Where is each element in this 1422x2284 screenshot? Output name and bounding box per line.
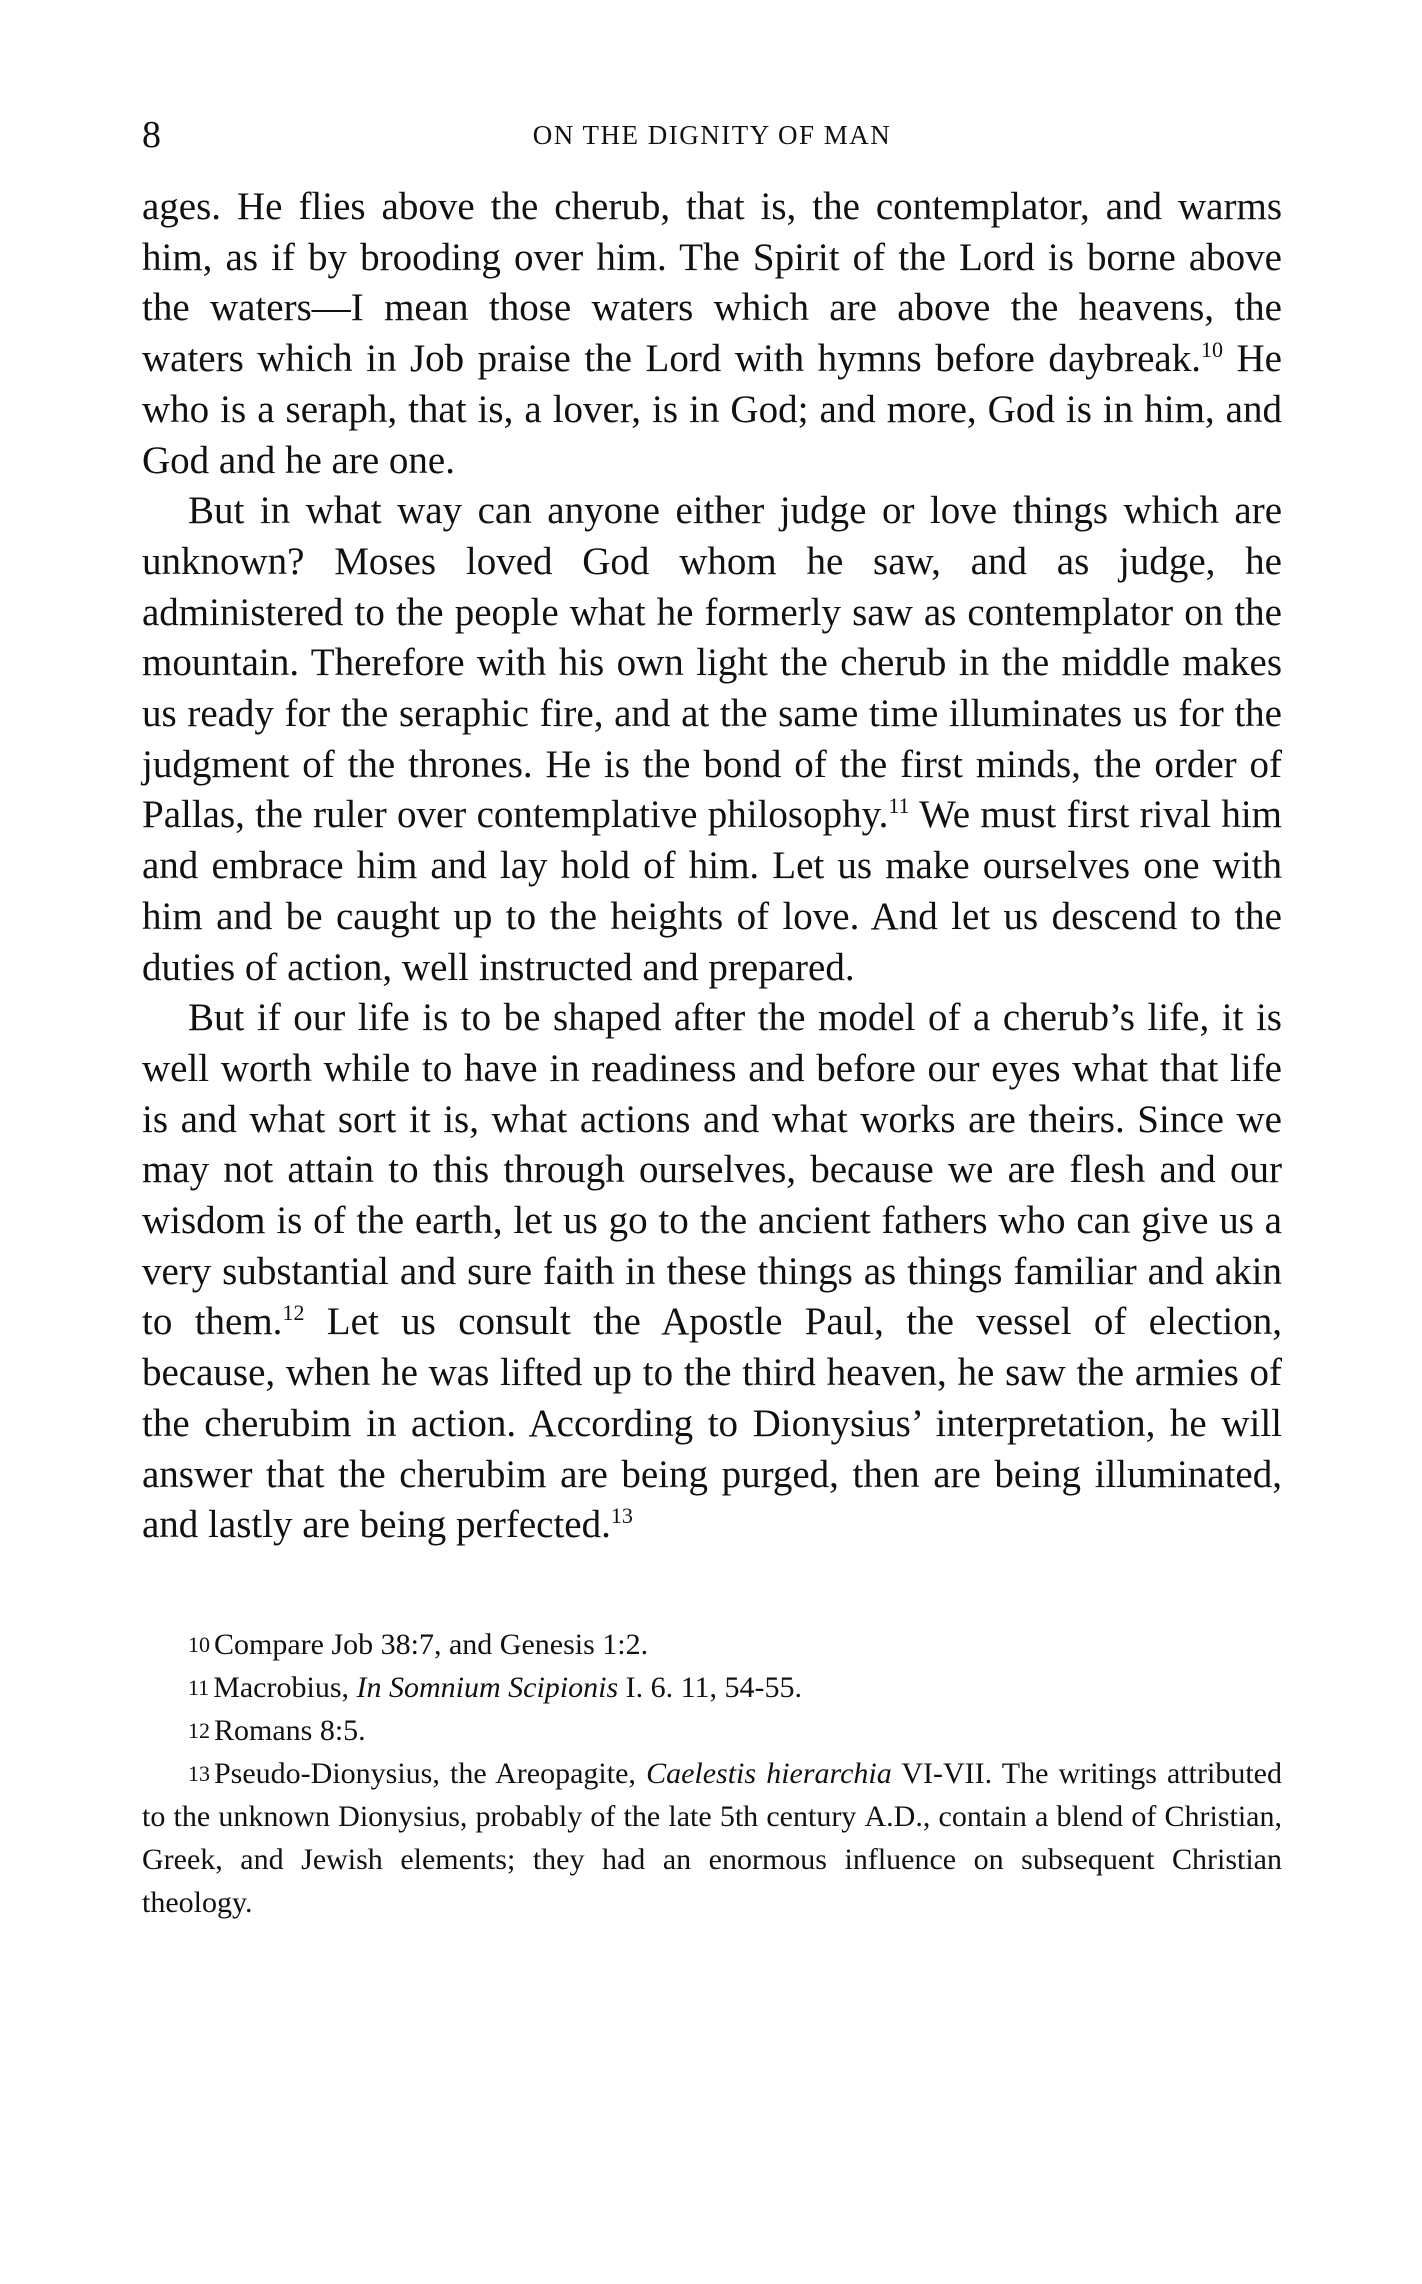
paragraph-1 <box>142 182 1282 486</box>
body-text <box>142 182 1282 1551</box>
footnote-10-text: Compare Job 38:7, and Genesis 1:2. <box>214 1627 649 1661</box>
page-number: 8 <box>142 114 161 156</box>
footnote-12 <box>142 1709 1282 1752</box>
paragraph-1-text-b: He who is a seraph, that is, a lover, is in God; and more, God is in him, and God and he are one. <box>142 337 1282 482</box>
footnotes <box>142 1623 1282 1924</box>
paragraph-3 <box>142 993 1282 1551</box>
paragraph-2-text-a: But in what way can anyone either judge or love things which are unknown? Moses loved God whom he saw, and as judge, he administered to the people what he formerly saw as contemplator on the mountain. Therefore with his own light the cherub in the middle makes us ready for the seraphic fire, and at the same time illuminates us for the judgment of the thrones. He is the bond of the first minds, the order of Pallas, the ruler over contemplative philosophy. <box>142 489 1282 837</box>
footnote-13-number: 13 <box>188 1760 210 1786</box>
footnote-10-number: 10 <box>188 1631 210 1657</box>
footnote-11 <box>142 1666 1282 1709</box>
footnote-12-number: 12 <box>188 1717 210 1743</box>
footnote-10 <box>142 1623 1282 1666</box>
footnote-13-text-pre: Pseudo-Dionysius, the Areopagite, <box>214 1756 647 1790</box>
paragraph-3-text-b: Let us consult the Apostle Paul, the vessel of election, because, when he was lifted up to the third heaven, he saw the armies of the cherubim in action. According to Dionysius’ interpretation, he will answer that the cherubim are being purged, then are being illuminated, and lastly are being perfected. <box>142 1300 1282 1547</box>
footnote-13 <box>142 1752 1282 1924</box>
book-page <box>142 110 1282 1924</box>
footnote-13-text-mid: VI-VII. The writings attributed to the unknown Dionysius, probably of the late 5th century <box>142 1756 1282 1833</box>
footnote-ref-11: 11 <box>888 793 910 819</box>
footnote-13-title: Caelestis hierarchia <box>646 1756 892 1790</box>
footnote-13-era: A.D. <box>864 1799 923 1833</box>
paragraph-3-text-a: But if our life is to be shaped after the model of a cherub’s life, it is well worth while to have in readiness and before our eyes what that life is and what sort it is, what actions and what works are theirs. Since we may not attain to this through ourselves, because we are flesh and our wisdom is of the earth, let us go to the ancient fathers who can give us a very substantial and sure faith in these things as things familiar and akin to them. <box>142 996 1282 1344</box>
footnote-ref-10: 10 <box>1201 337 1223 363</box>
paragraph-1-text-a: ages. He flies above the cherub, that is, the contemplator, and warms him, as if by brooding over him. The Spirit of the Lord is borne above the waters—I mean those waters which are above the heavens, the waters which in Job praise the Lord with hymns before daybreak. <box>142 185 1282 381</box>
paragraph-2-text-b: We must first rival him and embrace him and lay hold of him. Let us make ourselves one with him and be caught up to the heights of love. And let us descend to the duties of action, well instructed and prepared. <box>142 793 1282 989</box>
paragraph-2 <box>142 486 1282 993</box>
running-title: ON THE DIGNITY OF MAN <box>532 120 892 150</box>
footnote-11-text-pre: Macrobius, <box>213 1670 357 1704</box>
footnote-13-text-post: , contain a blend of Christian, Greek, and Jewish elements; they had an enormous influence on subsequent Christian theology. <box>142 1799 1282 1919</box>
footnote-ref-13: 13 <box>610 1503 633 1529</box>
footnote-11-text-post: I. 6. 11, 54-55. <box>618 1670 803 1704</box>
footnote-11-number: 11 <box>188 1674 210 1700</box>
footnote-11-title: In Somnium Scipionis <box>356 1670 619 1704</box>
footnote-12-text: Romans 8:5. <box>214 1713 366 1747</box>
running-head <box>142 110 1282 160</box>
footnote-ref-12: 12 <box>282 1300 305 1326</box>
